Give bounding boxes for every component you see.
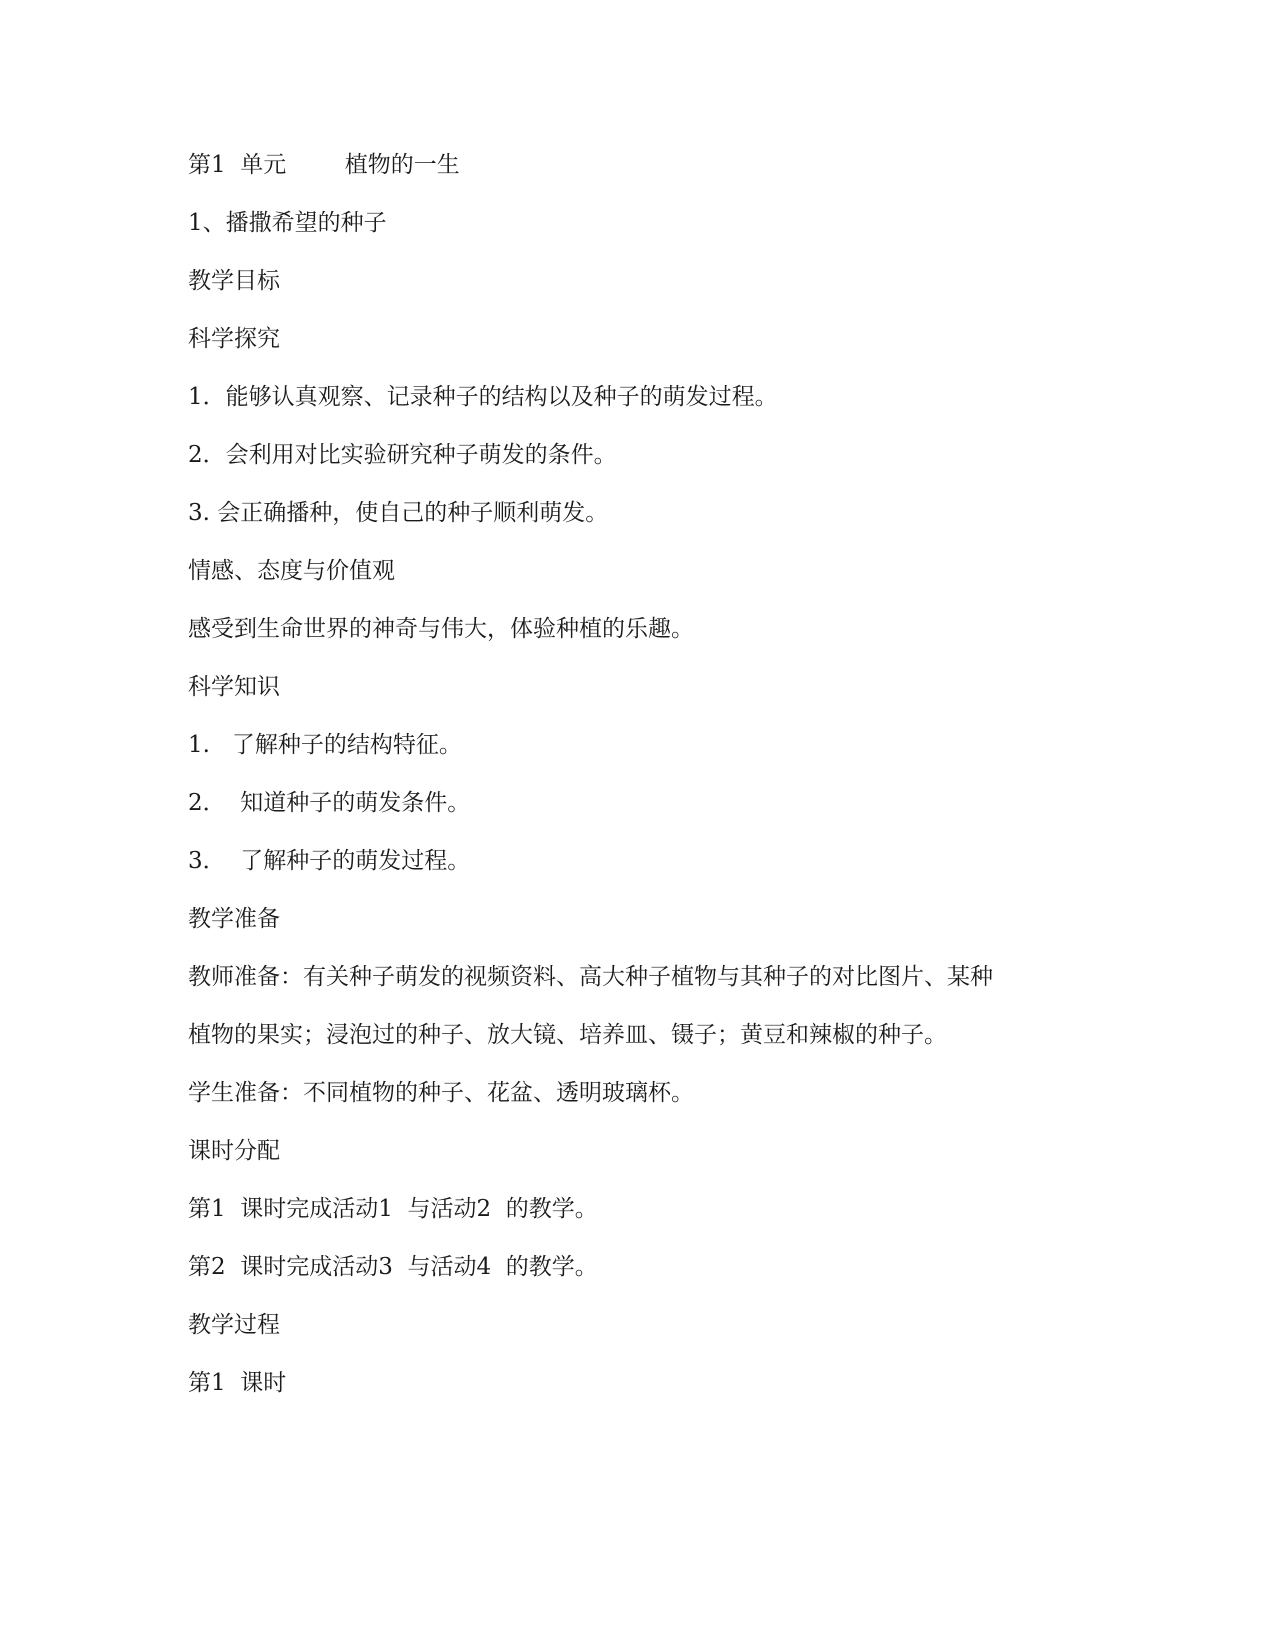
- inquiry-item: 3. 会正确播种，使自己的种子顺利萌发。: [188, 500, 609, 526]
- knowledge-heading: 科学知识: [188, 674, 280, 700]
- schedule-heading: 课时分配: [188, 1138, 280, 1164]
- inquiry-heading: 科学探究: [188, 326, 280, 352]
- inquiry-item: 1．能够认真观察、记录种子的结构以及种子的萌发过程。: [188, 384, 778, 410]
- student-prep: 学生准备：不同植物的种子、花盆、透明玻璃杯。: [188, 1080, 694, 1106]
- objectives-heading: 教学目标: [188, 268, 280, 294]
- schedule-item: 第1 课时完成活动1 与活动2 的教学。: [188, 1196, 598, 1222]
- process-heading: 教学过程: [188, 1312, 280, 1338]
- lesson-title: 1、播撒希望的种子: [188, 210, 387, 236]
- preparation-heading: 教学准备: [188, 906, 280, 932]
- schedule-item: 第2 课时完成活动3 与活动4 的教学。: [188, 1254, 598, 1280]
- teacher-prep-line: 教师准备：有关种子萌发的视频资料、高大种子植物与其种子的对比图片、某种: [188, 964, 993, 990]
- attitude-heading: 情感、态度与价值观: [188, 558, 395, 584]
- unit-title: 第1 单元 植物的一生: [188, 152, 460, 178]
- attitude-text: 感受到生命世界的神奇与伟大，体验种植的乐趣。: [188, 616, 694, 642]
- teacher-prep-line: 植物的果实；浸泡过的种子、放大镜、培养皿、镊子；黄豆和辣椒的种子。: [188, 1022, 947, 1048]
- knowledge-item: 1. 了解种子的结构特征。: [188, 732, 462, 758]
- period-heading: 第1 课时: [188, 1370, 287, 1396]
- knowledge-item: 3． 了解种子的萌发过程。: [188, 848, 471, 874]
- knowledge-item: 2． 知道种子的萌发条件。: [188, 790, 471, 816]
- inquiry-item: 2．会利用对比实验研究种子萌发的条件。: [188, 442, 617, 468]
